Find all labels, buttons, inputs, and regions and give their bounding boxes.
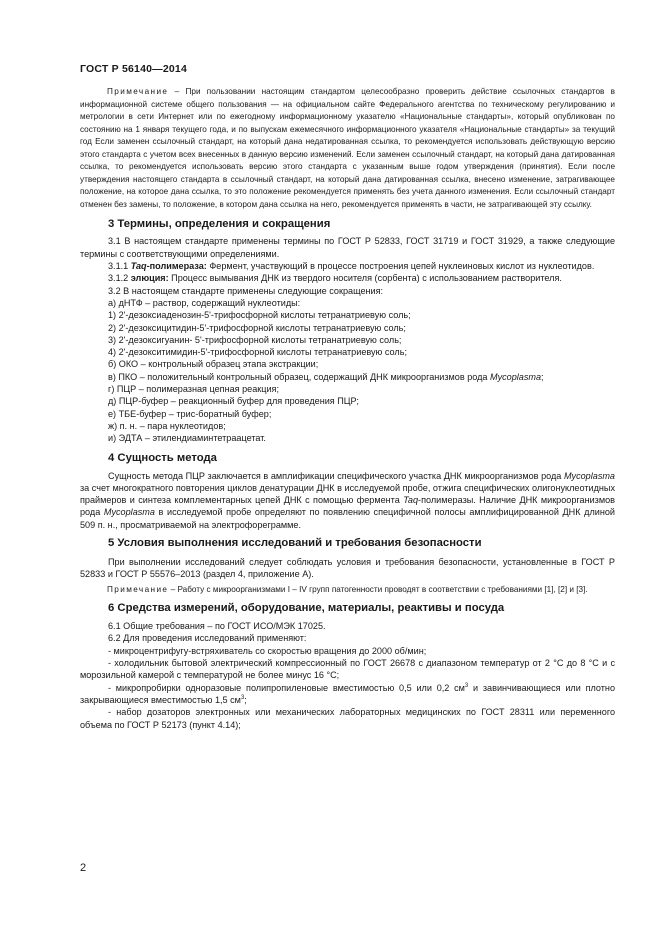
abbr-item-pko — [80, 371, 615, 383]
abbr-item: 1) 2'-дезоксиаденозин-5'-трифосфорной кислоты тетранатриевую соль; — [108, 310, 411, 321]
equipment-item: - холодильник бытовой электрический компрессионный по ГОСТ 26678 с диапазоном температур от 2 °С до 8 °С и с морозильной камерой с температурой не более минус 16 °С; — [80, 658, 615, 681]
term-taq: -полимераза: — [146, 261, 207, 272]
genus-mycoplasma: Mycoplasma — [563, 470, 615, 481]
para-6-2: 6.2 Для проведения исследований применяют: — [108, 633, 307, 644]
note-text: – Работу с микроорганизмами I – IV групп патогенности проводят в соответствии с требованиями [1], [2] и [3]. — [168, 584, 588, 594]
para-3-1-1 — [80, 260, 615, 272]
para-method-essence — [80, 470, 615, 531]
abbr-item: 3) 2'-дезоксигуанин- 5'-трифосфорной кислоты тетранатриевую соль; — [108, 334, 402, 345]
section-4-title: 4 Сущность метода — [108, 451, 217, 464]
page-content — [80, 86, 615, 731]
term-taq-italic: Taq — [130, 261, 147, 272]
essence-text-1: Сущность метода ПЦР заключается в амплификации специфического участка ДНК микроорганизмов рода — [108, 470, 564, 481]
taq-italic: Taq — [403, 495, 419, 506]
superscript: 3 — [464, 682, 469, 689]
equipment-text: - микропробирки одноразовые полипропиленовые вместимостью 0,5 или 0,2 см — [108, 682, 465, 693]
reference-note — [80, 86, 615, 211]
abbr-item: 4) 2'-дезокситимидин-5'-трифосфорной кислоты тетранатриевую соль; — [108, 347, 407, 358]
para-3-1-2 — [80, 272, 615, 284]
section-6-title: 6 Средства измерений, оборудование, материалы, реактивы и посуда — [108, 602, 505, 615]
safety-note — [80, 584, 615, 597]
essence-text-3: -полимеразы. Наличие ДНК микроорганизмов рода — [80, 495, 615, 518]
page-number: 2 — [80, 862, 87, 874]
term-elution: элюция: — [130, 273, 169, 284]
note-label: Примечание — [107, 87, 169, 96]
term-taq-definition: Фермент, участвующий в процессе построения цепей нуклеиновых кислот из нуклеотидов. — [206, 261, 595, 272]
superscript: 3 — [240, 694, 245, 701]
equipment-item — [80, 682, 615, 707]
genus-mycoplasma: Mycoplasma — [490, 371, 542, 382]
abbr-item: б) ОКО – контрольный образец этапа экстракции; — [108, 359, 319, 370]
equipment-item: - микроцентрифугу-встряхиватель со скоростью вращения до 2000 об/мин; — [108, 645, 427, 656]
equipment-text: и завинчивающиеся или плотно закрывающиеся вместимостью 1,5 см — [80, 682, 616, 705]
term-elution-definition: Процесс вымывания ДНК из твердого носителя (сорбента) с использованием растворителя. — [168, 273, 562, 284]
para-6-1: 6.1 Общие требования – по ГОСТ ИСО/МЭК 17025. — [108, 621, 326, 632]
abbr-item: и) ЭДТА – этилендиаминтетраацетат. — [108, 433, 266, 444]
equipment-text: ; — [244, 694, 247, 705]
note-text: – При пользовании настоящим стандартом целесообразно проверить действие ссылочных стандартов в информационной системе общего пользования — на официальном сайте Федерального агентства по техническому регулированию и метрологии в сети Интернет или по ежегодному информационному указателю «Национальные стандарты», который опубликован по состоянию на 1 января текущего года, и по выпускам ежемесячного информационного указателя «Национальные стандарты» за текущий год Если заменен ссылочный стандарт, на который дана недатированная ссылка, то рекомендуется использовать действующую версию этого стандарта с учетом всех внесенных в данную версию изменений. Если заменен ссылочный стандарт, на который дана датированная ссылка, то рекомендуется использовать версию этого стандарта с указанным выше годом утверждения (принятия). Если после утверждения настоящего стандарта в ссылочный стандарт, на который дана датированная ссылка, внесено изменение, затрагивающее положение, на которое дана ссылка, то это положение рекомендуется применять без учета данного изменения. Если ссылочный стандарт отменен без замены, то положение, в котором дана ссылка на него, рекомендуется применять в части, не затрагивающей эту ссылку. — [80, 87, 615, 209]
para-safety: При выполнении исследований следует соблюдать условия и требования безопасности, установленные в ГОСТ Р 52833 и ГОСТ Р 55576–2013 (раздел 4, приложение А). — [80, 557, 615, 580]
equipment-item: - набор дозаторов электронных или механических лабораторных медицинских по ГОСТ 28311 или переменного объема по ГОСТ Р 52173 (пункт 4.14); — [80, 707, 615, 730]
essence-text-2: за счет многократного повторения циклов денатурации ДНК в исследуемой пробе, отжига специфических олигонуклеотидных праймеров и синтеза комплементарных цепей ДНК с помощью фермента — [80, 482, 615, 506]
essence-text-4: в исследуемой пробе определяют по появлению специфичной полосы амплифицированной ДНК длиной 509 п. н., просматриваемой на электрофореграмме. — [80, 507, 615, 530]
document-header: ГОСТ Р 56140—2014 — [80, 63, 188, 75]
abbr-item: е) ТБЕ-буфер – трис-боратный буфер; — [108, 408, 272, 419]
abbr-pko-text: в) ПКО – положительный контрольный образец, содержащий ДНК микроорганизмов рода — [108, 371, 490, 382]
para-num: 3.1.1 — [108, 261, 131, 272]
abbr-item: г) ПЦР – полимеразная цепная реакция; — [108, 384, 280, 395]
note-label: Примечание — [107, 584, 169, 594]
abbr-item: а) дНТФ – раствор, содержащий нуклеотиды: — [108, 297, 301, 308]
abbr-item: 2) 2'-дезоксицитидин-5'-трифосфорной кислоты тетранатриевую соль; — [108, 322, 406, 333]
para-num: 3.1.2 — [108, 273, 131, 284]
para-3-1: 3.1 В настоящем стандарте применены термины по ГОСТ Р 52833, ГОСТ 31719 и ГОСТ 31929, а также следующие термины с соответствующими определениями. — [80, 236, 615, 259]
abbr-item: ж) п. н. – пара нуклеотидов; — [108, 420, 226, 431]
section-3-title: 3 Термины, определения и сокращения — [108, 218, 331, 231]
abbr-pko-end: ; — [541, 371, 544, 382]
section-5-title: 5 Условия выполнения исследований и требования безопасности — [108, 537, 482, 549]
abbr-item: д) ПЦР-буфер – реакционный буфер для проведения ПЦР; — [108, 396, 359, 407]
para-3-2: 3.2 В настоящем стандарте применены следующие сокращения: — [108, 285, 384, 296]
genus-mycoplasma: Mycoplasma — [103, 507, 155, 518]
